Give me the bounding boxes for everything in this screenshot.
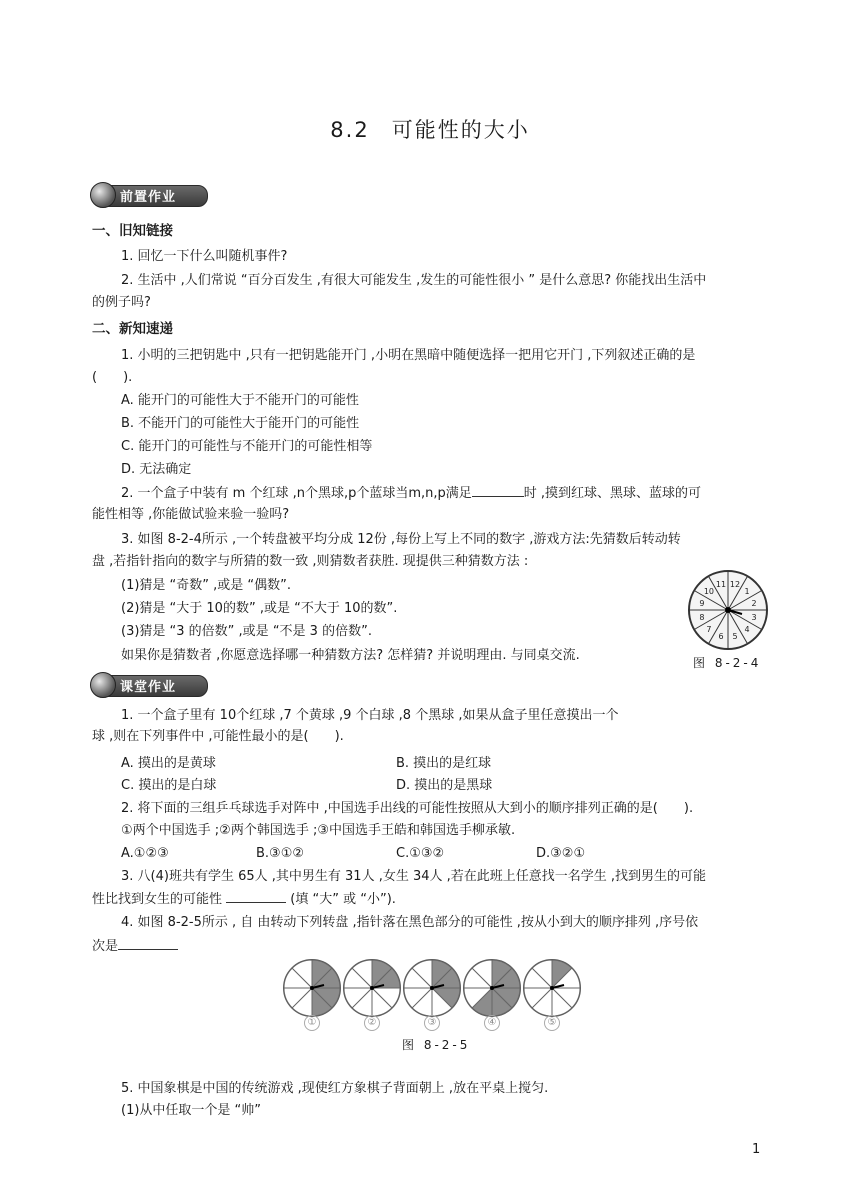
answer-blank[interactable] bbox=[118, 937, 178, 950]
c-q5-line2: (1)从中任取一个是 “帅” bbox=[121, 1103, 262, 1118]
spinner-hub bbox=[550, 986, 554, 990]
s2-q3-method3: (3)猜是 “3 的倍数” ,或是 “不是 3 的倍数”. bbox=[121, 624, 372, 639]
spinner-hub bbox=[310, 986, 314, 990]
dial-number-label: 8 bbox=[699, 612, 705, 622]
dial-figure bbox=[686, 568, 770, 652]
page-number: 1 bbox=[752, 1142, 761, 1157]
c-q3-line2 bbox=[92, 890, 396, 909]
c-q3-line1: 3. 八(4)班共有学生 65人 ,其中男生有 31人 ,女生 34人 ,若在此班上任意找一名学生 ,找到男生的可能 bbox=[121, 869, 707, 884]
spinner-label: ④ bbox=[484, 1015, 500, 1031]
dial-number-label: 5 bbox=[732, 632, 738, 642]
c-q1-option-b: B. 摸出的是红球 bbox=[396, 756, 492, 771]
section2-heading: 二、新知速递 bbox=[92, 321, 173, 337]
spinner-3 bbox=[404, 960, 460, 1016]
spinner-1 bbox=[284, 960, 340, 1016]
spinner-label: ① bbox=[304, 1015, 320, 1031]
pre-homework-banner bbox=[90, 182, 208, 206]
class-homework-banner bbox=[90, 672, 208, 696]
section-title: 可能性的大小 bbox=[391, 118, 530, 142]
c-q1-line1: 1. 一个盒子里有 10个红球 ,7 个黄球 ,9 个白球 ,8 个黑球 ,如果从盒子里任意摸出一个 bbox=[121, 708, 619, 723]
dial-number-label: 10 bbox=[703, 586, 715, 596]
c-q2-line1: 2. 将下面的三组乒乓球选手对阵中 ,中国选手出线的可能性按照从大到小的顺序排列正确的是( ). bbox=[121, 801, 694, 816]
spinner-4 bbox=[464, 960, 520, 1016]
banner-ball-icon bbox=[90, 182, 116, 208]
spinner-label: ⑤ bbox=[544, 1015, 560, 1031]
s2-q3-method2: (2)猜是 “大于 10的数” ,或是 “不大于 10的数”. bbox=[121, 601, 398, 616]
spinner-5 bbox=[524, 960, 580, 1016]
s1-q1: 1. 回忆一下什么叫随机事件? bbox=[121, 249, 288, 264]
s2-q2-text-a: 2. 一个盒子中装有 m 个红球 ,n个黑球,p个蓝球当m,n,p满足 bbox=[121, 486, 472, 501]
dial-number-label: 4 bbox=[744, 625, 750, 635]
c-q1-line2: 球 ,则在下列事件中 ,可能性最小的是( ). bbox=[92, 729, 344, 744]
c-q4-text: 次是 bbox=[92, 939, 119, 954]
page-title bbox=[0, 114, 860, 144]
c-q2-option-d: D.③②① bbox=[536, 846, 586, 861]
banner-label: 课堂作业 bbox=[120, 680, 177, 695]
c-q1-option-c: C. 摸出的是白球 bbox=[121, 778, 217, 793]
spinner-label: ② bbox=[364, 1015, 380, 1031]
banner-label: 前置作业 bbox=[120, 190, 177, 205]
c-q2-option-b: B.③①② bbox=[256, 846, 305, 861]
section1-heading: 一、旧知链接 bbox=[92, 223, 173, 239]
c-q3-text-a: 性比找到女生的可能性 bbox=[92, 892, 223, 907]
c-q2-option-c: C.①③② bbox=[396, 846, 445, 861]
dial-number-label: 12 bbox=[729, 579, 741, 589]
s2-q3-method1: (1)猜是 “奇数” ,或是 “偶数”. bbox=[121, 578, 292, 593]
spinner-label: ③ bbox=[424, 1015, 440, 1031]
s2-q1-line1: 1. 小明的三把钥匙中 ,只有一把钥匙能开门 ,小明在黑暗中随便选择一把用它开门 ,下列叙述正确的是 bbox=[121, 348, 696, 363]
s2-q3-last: 如果你是猜数者 ,你愿意选择哪一种猜数方法? 怎样猜? 并说明理由. 与同桌交流. bbox=[121, 648, 580, 663]
s2-q3-line2: 盘 ,若指针指向的数字与所猜的数一致 ,则猜数者获胜. 现提供三种猜数方法 : bbox=[92, 554, 529, 569]
dial-number-label: 6 bbox=[718, 632, 724, 642]
c-q2-line2: ①两个中国选手 ;②两个韩国选手 ;③中国选手王皓和韩国选手柳承敏. bbox=[121, 823, 516, 838]
dial-number-label: 9 bbox=[699, 599, 705, 609]
banner-ball-icon bbox=[90, 672, 116, 698]
s1-q2-line2: 的例子吗? bbox=[92, 295, 151, 310]
spinner-hub bbox=[370, 986, 374, 990]
spinner-hub bbox=[490, 986, 494, 990]
dial-number-label: 11 bbox=[715, 579, 727, 589]
answer-blank[interactable] bbox=[472, 484, 524, 497]
dial-number-label: 3 bbox=[751, 612, 757, 622]
spinner-2 bbox=[344, 960, 400, 1016]
s2-q3-line1: 3. 如图 8-2-4所示 ,一个转盘被平均分成 12份 ,每份上写上不同的数字 ,游戏方法:先猜数后转动转 bbox=[121, 532, 681, 547]
c-q5-line1: 5. 中国象棋是中国的传统游戏 ,现使红方象棋子背面朝上 ,放在平桌上搅匀. bbox=[121, 1081, 549, 1096]
s2-q2-line2: 能性相等 ,你能做试验来验一验吗? bbox=[92, 507, 290, 522]
c-q1-option-a: A. 摸出的是黄球 bbox=[121, 756, 216, 771]
answer-blank[interactable] bbox=[226, 890, 286, 903]
fig-8-2-4-caption: 图 8-2-4 bbox=[693, 656, 762, 670]
c-q4-line2 bbox=[92, 937, 178, 956]
c-q2-option-a: A.①②③ bbox=[121, 846, 169, 861]
s2-q1-line2: ( ). bbox=[92, 370, 133, 385]
dial-number-label: 7 bbox=[706, 625, 712, 635]
fig-8-2-5-caption: 图 8-2-5 bbox=[402, 1038, 471, 1052]
s1-q2-line1: 2. 生活中 ,人们常说 “百分百发生 ,有很大可能发生 ,发生的可能性很小 ” 是什么意思? 你能找出生活中 bbox=[121, 273, 707, 288]
c-q3-text-b: (填 “大” 或 “小”). bbox=[290, 892, 396, 907]
s2-q2-text-b: 时 ,摸到红球、黑球、蓝球的可 bbox=[523, 486, 702, 501]
s2-q1-option-d: D. 无法确定 bbox=[121, 462, 192, 477]
s2-q1-option-a: A. 能开门的可能性大于不能开门的可能性 bbox=[121, 393, 359, 408]
s2-q1-option-c: C. 能开门的可能性与不能开门的可能性相等 bbox=[121, 439, 373, 454]
section-number: 8.2 bbox=[330, 118, 370, 142]
c-q1-option-d: D. 摸出的是黑球 bbox=[396, 778, 493, 793]
dial-hub bbox=[725, 607, 731, 613]
dial-number-label: 1 bbox=[744, 586, 750, 596]
c-q4-line1: 4. 如图 8-2-5所示 , 自 由转动下列转盘 ,指针落在黑色部分的可能性 ,按从小到大的顺序排列 ,序号依 bbox=[121, 915, 699, 930]
spinner-hub bbox=[430, 986, 434, 990]
s2-q2-line1 bbox=[121, 484, 701, 503]
dial-number-label: 2 bbox=[751, 599, 757, 609]
s2-q1-option-b: B. 不能开门的可能性大于能开门的可能性 bbox=[121, 416, 360, 431]
